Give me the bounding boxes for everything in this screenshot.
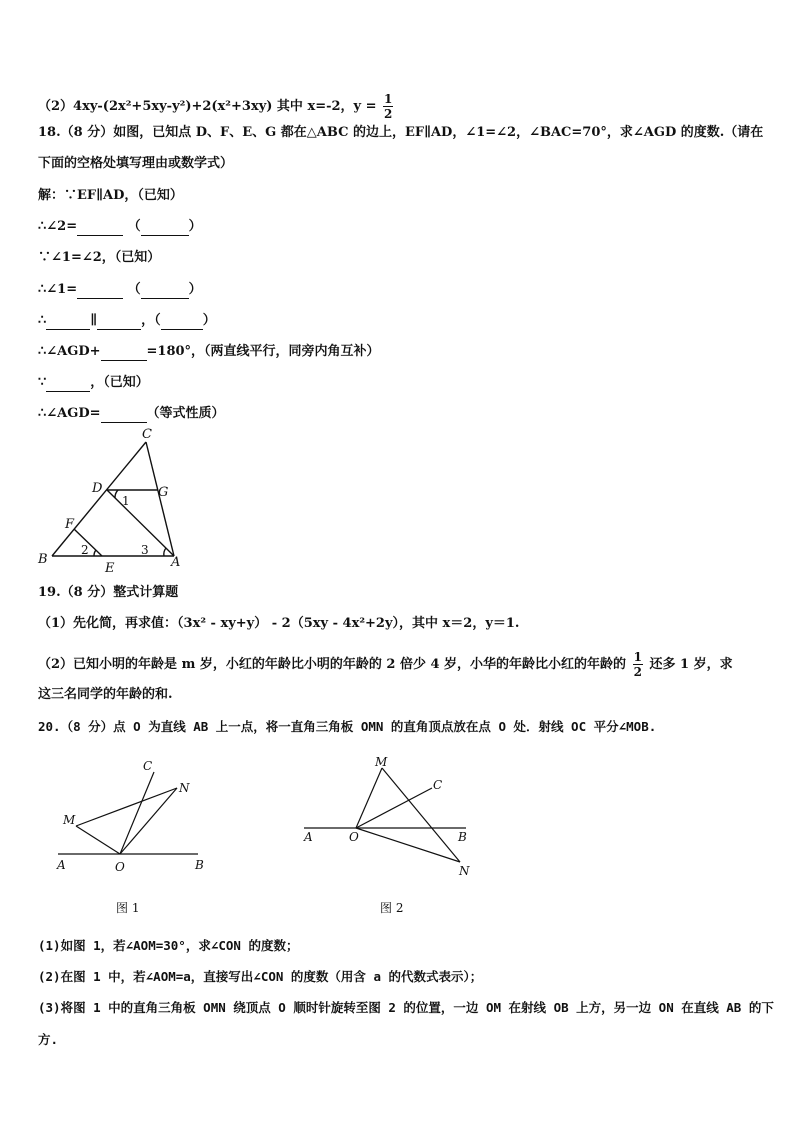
- q18-step-6-reason: =180°，（两直线平行，同旁内角互补）: [146, 344, 380, 359]
- q20-header: 20.（8 分）点 O 为直线 AB 上一点，将一直角三角板 OMN 的直角顶点放在点 O 处．射线 OC 平分∠MOB.: [38, 719, 657, 734]
- segment-OM: [356, 768, 382, 828]
- ray-OC: [356, 788, 432, 828]
- q18-step-2: ∴∠2= （ ）: [38, 219, 202, 234]
- q20-figure-1: [52, 752, 222, 922]
- segment-ON: [356, 828, 460, 862]
- label-F: F: [65, 517, 75, 532]
- parallel-symbol: ∥: [90, 313, 98, 328]
- q19-part-1: （1）先化简，再求值：（3x² - xy+y） - 2（5xy - 4x²+2y），其中 x＝2，y＝1.: [38, 616, 520, 631]
- q20-figure-2: [300, 752, 490, 922]
- fraction-denominator: 2: [384, 107, 393, 121]
- fraction-one-half: [383, 92, 393, 121]
- q18-step-5: ∴ ∥ ，（ ）: [38, 313, 216, 328]
- q19-part-2-text: （2）已知小明的年龄是 m 岁，小红的年龄比小明的年龄的 2 倍少 4 岁，小华的年龄比小红的年龄的: [38, 657, 627, 672]
- q18-triangle-figure: [34, 426, 194, 576]
- segment-MN: [382, 768, 460, 862]
- answer-blank[interactable]: [46, 316, 90, 330]
- fraction-numerator: 1: [384, 92, 393, 106]
- fig2-label-M: M: [375, 755, 388, 769]
- reason-blank[interactable]: [161, 316, 203, 330]
- problem-17-expression: （2）4xy-(2x²+5xy-y²)+2(x²+3xy) 其中 x=-2，y =: [38, 99, 382, 114]
- q18-header: 18.（8 分）如图，已知点 D、F、E、G 都在△ABC 的边上，EF∥AD，∠1=∠2，∠BAC=70°，求∠AGD 的度数.（请在: [38, 125, 764, 140]
- q19-part-2: [38, 650, 733, 679]
- fig1-label-B: B: [195, 858, 204, 872]
- fig2-label-O: O: [349, 830, 359, 844]
- segment-ON: [120, 788, 177, 854]
- fig1-label-M: M: [63, 813, 76, 827]
- q18-step-4: ∴∠1= （ ）: [38, 282, 202, 297]
- fraction-denominator: 2: [633, 665, 642, 679]
- answer-blank[interactable]: [77, 285, 123, 299]
- fig2-caption: 图 2: [380, 901, 404, 915]
- q18-step-8-reason: （等式性质）: [146, 406, 225, 421]
- angle-1-arc: [115, 490, 118, 498]
- label-G: G: [158, 485, 169, 500]
- angle-3-arc: [164, 548, 166, 556]
- fig2-label-N: N: [459, 864, 470, 878]
- answer-blank[interactable]: [97, 316, 141, 330]
- q20-part-1: (1)如图 1，若∠AOM=30°，求∠CON 的度数；: [38, 938, 299, 953]
- fig1-caption: 图 1: [116, 901, 140, 915]
- q20-part-3-continued: 方.: [38, 1032, 59, 1047]
- fig1-label-A: A: [57, 858, 66, 872]
- fig2-label-C: C: [433, 778, 443, 792]
- angle-label-3: 3: [141, 543, 149, 557]
- q19-part-2-continued: 这三名同学的年龄的和.: [38, 687, 173, 702]
- ray-OC: [120, 772, 154, 854]
- fraction-numerator: 1: [633, 650, 642, 664]
- label-B: B: [38, 552, 48, 567]
- label-A: A: [171, 555, 181, 570]
- q18-step-8-text: ∴∠AGD=: [38, 406, 101, 421]
- angle-label-1: 1: [122, 494, 130, 508]
- answer-blank[interactable]: [77, 222, 123, 236]
- angle-label-2: 2: [81, 543, 89, 557]
- q18-header-continued: 下面的空格处填写理由或数学式）: [38, 156, 234, 171]
- q18-step-6: [38, 343, 380, 361]
- label-E: E: [105, 561, 115, 576]
- q18-step-8: [38, 405, 225, 423]
- q19-part-2-text-end: 还多 1 岁，求: [649, 657, 733, 672]
- q18-step-5-text: ∴: [38, 313, 47, 328]
- reason-blank[interactable]: [141, 285, 189, 299]
- label-D: D: [92, 481, 103, 496]
- q18-step-7-text: ∵: [38, 375, 47, 390]
- q18-step-7: [38, 374, 149, 392]
- fig1-label-C: C: [143, 759, 153, 773]
- q18-step-2-text: ∴∠2=: [38, 219, 78, 234]
- fig2-label-A: A: [304, 830, 313, 844]
- q20-part-3: (3)将图 1 中的直角三角板 OMN 绕顶点 O 顺时针旋转至图 2 的位置，一边 OM 在射线 OB 上方，另一边 ON 在直线 AB 的下: [38, 1000, 774, 1015]
- q20-part-2: (2)在图 1 中，若∠AOM=a，直接写出∠CON 的度数（用含 a 的代数式表示）；: [38, 969, 483, 984]
- reason-blank[interactable]: [141, 222, 189, 236]
- fig2-label-B: B: [458, 830, 467, 844]
- q19-header: 19.（8 分）整式计算题: [38, 585, 179, 600]
- segment-OM: [76, 826, 120, 854]
- segment-BC: [52, 442, 146, 556]
- q18-step-4-text: ∴∠1=: [38, 282, 78, 297]
- answer-blank[interactable]: [46, 378, 90, 392]
- fig1-label-N: N: [179, 781, 190, 795]
- answer-blank[interactable]: [101, 409, 147, 423]
- problem-17-part2: [38, 92, 395, 121]
- fraction-one-half: [633, 650, 643, 679]
- segment-MN: [76, 788, 177, 826]
- answer-blank[interactable]: [101, 347, 147, 361]
- label-C: C: [142, 427, 152, 442]
- q18-step-6-text: ∴∠AGD+: [38, 344, 101, 359]
- q18-step-7-reason: ，（已知）: [90, 375, 149, 390]
- fig1-label-O: O: [115, 860, 125, 874]
- angle-2-arc: [94, 550, 96, 556]
- q18-step-1: 解：∵EF∥AD，（已知）: [38, 188, 183, 203]
- q18-step-3: ∵∠1=∠2，（已知）: [38, 250, 161, 265]
